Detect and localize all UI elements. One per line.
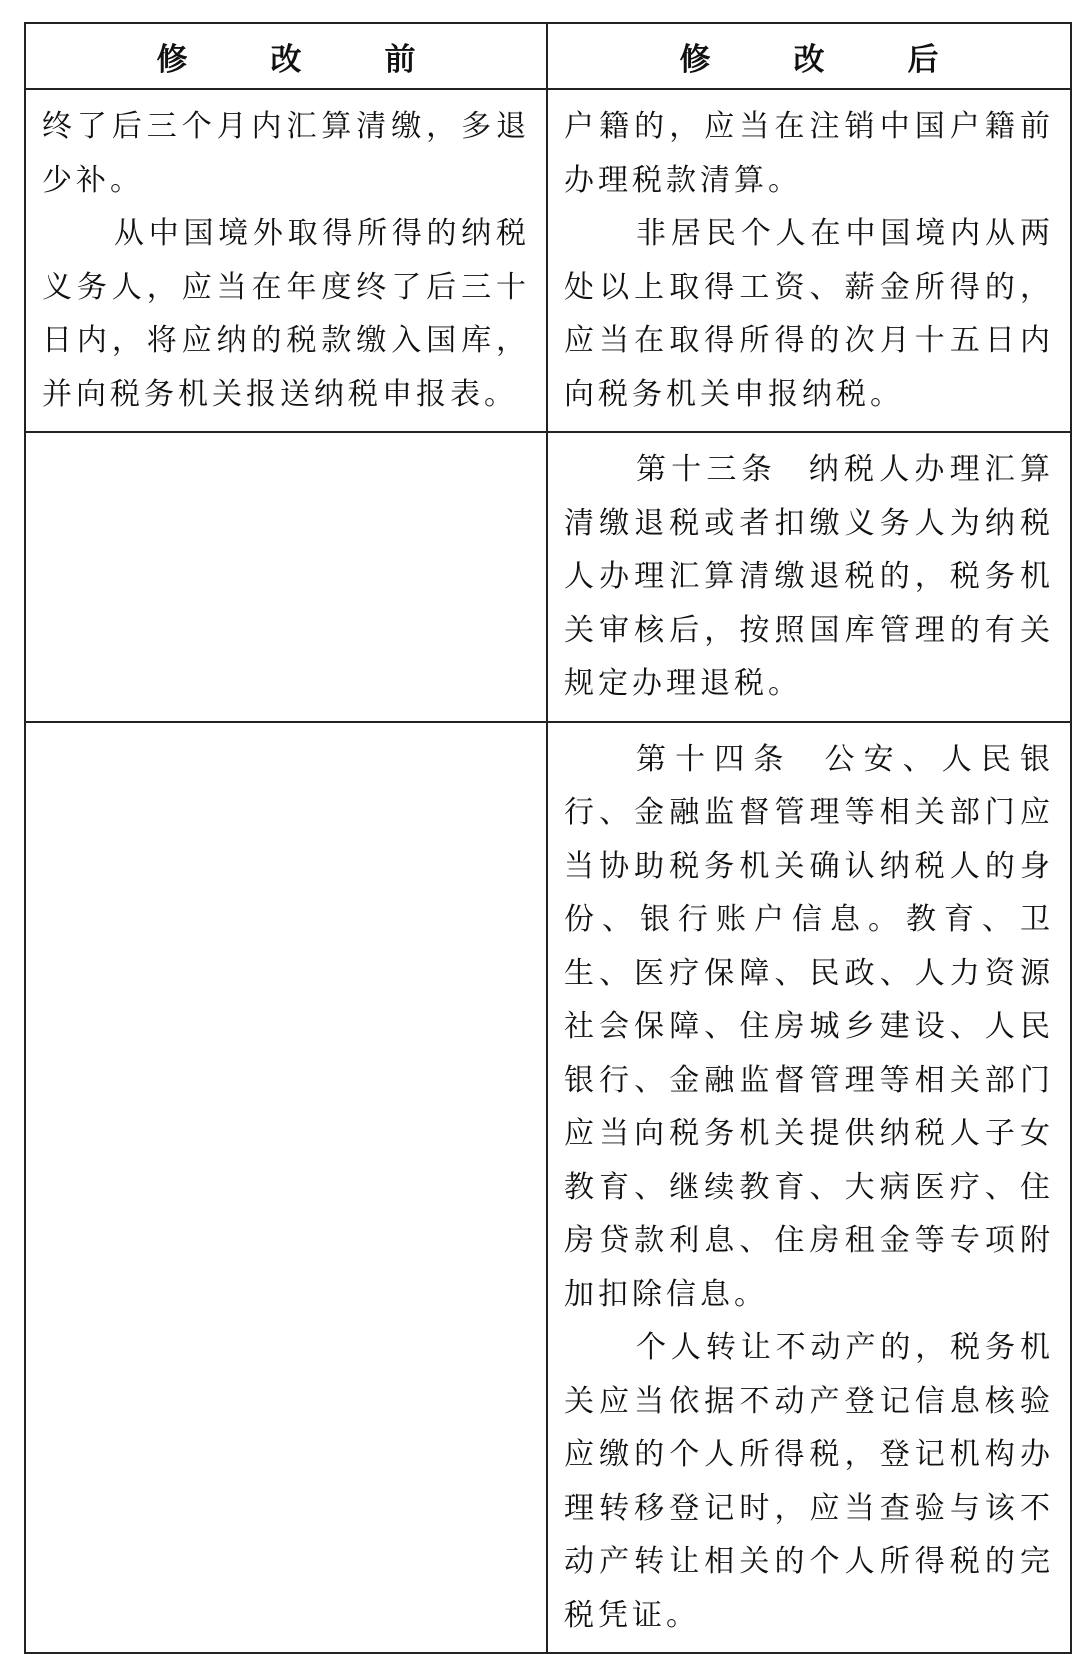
cell-after: [547, 722, 1071, 1654]
article-13-paragraph: [564, 443, 1054, 711]
before-paragraph: 终了后三个月内汇算清缴，多退少补。: [42, 109, 530, 198]
before-paragraph: 从中国境外取得所得的纳税义务人，应当在年度终了后三十日内，将应纳的税款缴入国库，并向税务机关报送纳税申报表。: [42, 216, 530, 412]
cell-before-empty: [25, 432, 547, 722]
table-row: [25, 432, 1071, 722]
article-number: 第十四条: [636, 741, 793, 777]
after-paragraph: 非居民个人在中国境内从两处以上取得工资、薪金所得的，应当在取得所得的次月十五日内向税务机关申报纳税。: [564, 216, 1054, 412]
header-after: 修 改 后: [547, 23, 1071, 89]
article-text: 公安、人民银行、金融监督管理等相关部门应当协助税务机关确认纳税人的身份、银行账户信息。教育、卫生、医疗保障、民政、人力资源社会保障、住房城乡建设、人民银行、金融监督管理等相关部门应当向税务机关提供纳税人子女教育、继续教育、大病医疗、住房贷款利息、住房租金等专项附加扣除信息。: [564, 741, 1055, 1312]
article-number: 第十三条: [636, 452, 777, 487]
table-row: [25, 722, 1071, 1654]
cell-after: [547, 89, 1071, 432]
after-paragraph: 户籍的，应当在注销中国户籍前办理税款清算。: [564, 109, 1054, 198]
cell-before-empty: [25, 722, 547, 1654]
article-14-paragraph-2: 个人转让不动产的，税务机关应当依据不动产登记信息核验应缴的个人所得税，登记机构办理转移登记时，应当查验与该不动产转让相关的个人所得税的完税凭证。: [564, 1330, 1054, 1633]
cell-before: [25, 89, 547, 432]
header-before: 修 改 前: [25, 23, 547, 89]
table-row: [25, 89, 1071, 432]
article-14-paragraph: [564, 733, 1054, 1322]
comparison-table: [24, 22, 1072, 1654]
article-text: 纳税人办理汇算清缴退税或者扣缴义务人为纳税人办理汇算清缴退税的，税务机关审核后，按照国库管理的有关规定办理退税。: [564, 452, 1055, 701]
cell-after: [547, 432, 1071, 722]
table-header-row: [25, 23, 1071, 89]
